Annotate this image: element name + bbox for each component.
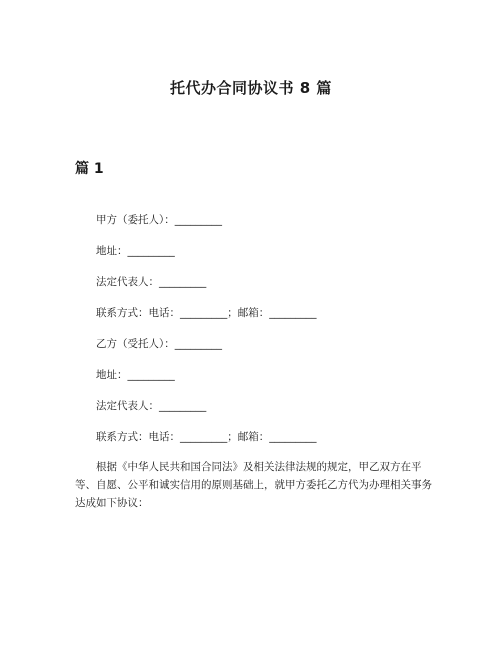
intro-paragraph: 根据《中华人民共和国合同法》及相关法律法规的规定，甲乙双方在平等、自愿、公平和诚实信用的原则基础上，就甲方委托乙方代为办理相关事务达成如下协议： bbox=[75, 461, 432, 509]
party-a-representative-line: 法定代表人：_________ bbox=[96, 276, 207, 288]
document-title: 托代办合同协议书 8 篇 bbox=[170, 79, 332, 97]
party-b-representative-line: 法定代表人：_________ bbox=[96, 400, 207, 412]
party-b-address-line: 地址：_________ bbox=[96, 369, 175, 381]
section-heading: 篇 1 bbox=[75, 161, 104, 177]
party-b-contact-line: 联系方式：电话：_________；邮箱：_________ bbox=[96, 431, 317, 443]
party-b-name-line: 乙方（受托人）：_________ bbox=[96, 338, 222, 350]
party-a-name-line: 甲方（委托人）：_________ bbox=[96, 214, 222, 226]
party-a-address-line: 地址：_________ bbox=[96, 245, 175, 257]
party-a-contact-line: 联系方式：电话：_________；邮箱：_________ bbox=[96, 307, 317, 319]
